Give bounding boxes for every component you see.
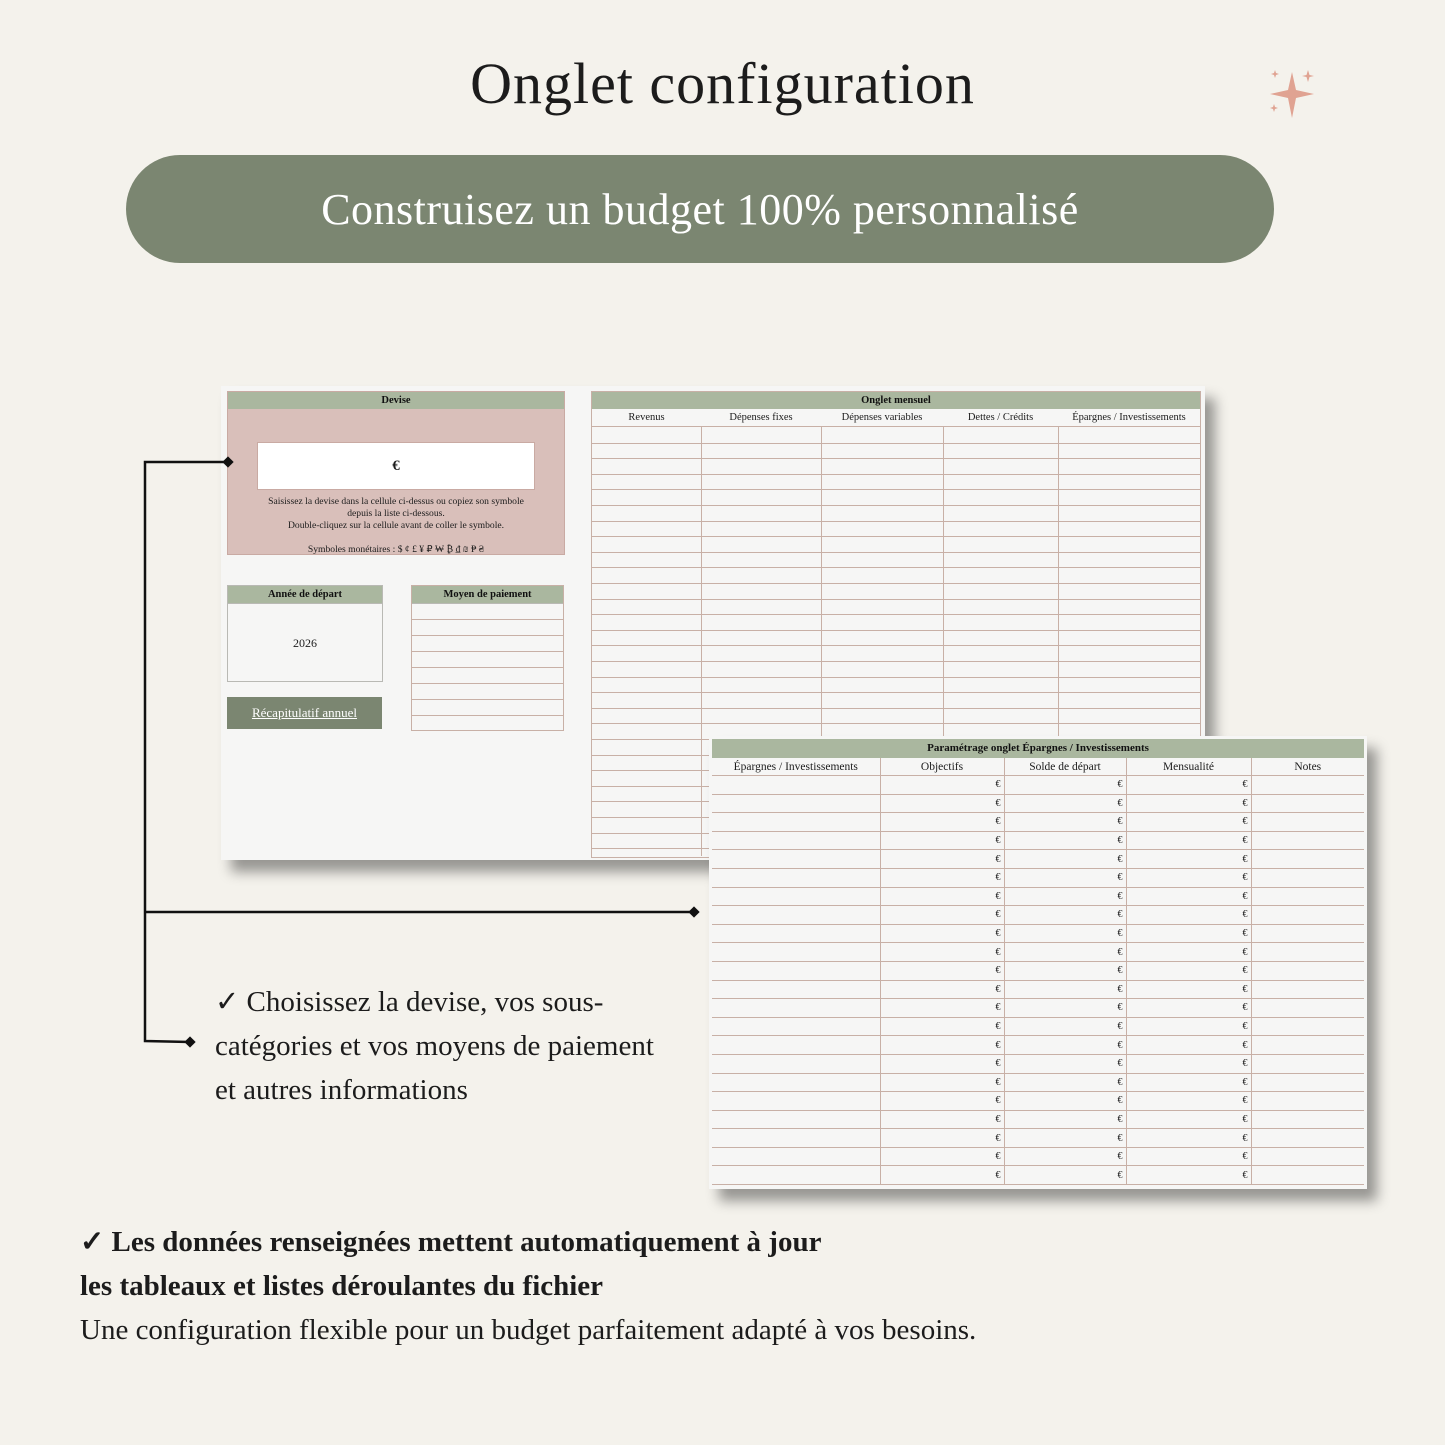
table-row bbox=[712, 887, 1364, 906]
savings-settings-header: Paramétrage onglet Épargnes / Investissements bbox=[712, 739, 1364, 758]
table-cell[interactable] bbox=[712, 1036, 880, 1055]
table-cell[interactable] bbox=[1251, 1147, 1364, 1166]
table-cell[interactable]: € bbox=[1126, 868, 1251, 887]
table-cell[interactable] bbox=[1251, 1054, 1364, 1073]
bottom-bold-line: les tableaux et listes déroulantes du fichier bbox=[80, 1270, 604, 1302]
grid-row-line bbox=[592, 708, 1200, 709]
table-cell[interactable]: € bbox=[880, 794, 1004, 813]
table-cell[interactable] bbox=[1251, 1129, 1364, 1148]
table-cell[interactable] bbox=[712, 1054, 880, 1073]
table-cell[interactable] bbox=[1251, 887, 1364, 906]
table-cell[interactable] bbox=[712, 1147, 880, 1166]
grid-row-line bbox=[592, 723, 1200, 724]
sparkle-icon bbox=[1262, 66, 1322, 122]
table-cell[interactable]: € bbox=[1004, 1036, 1126, 1055]
start-year-panel bbox=[227, 585, 383, 682]
table-row bbox=[712, 813, 1364, 832]
table-cell[interactable] bbox=[712, 831, 880, 850]
table-cell[interactable] bbox=[712, 999, 880, 1018]
table-row bbox=[712, 906, 1364, 925]
table-cell[interactable] bbox=[712, 961, 880, 980]
table-cell[interactable]: € bbox=[1004, 980, 1126, 999]
table-cell[interactable]: € bbox=[1126, 1092, 1251, 1111]
table-cell[interactable]: € bbox=[1126, 1073, 1251, 1092]
table-cell[interactable] bbox=[712, 1166, 880, 1185]
table-cell[interactable] bbox=[1251, 813, 1364, 832]
payment-method-row[interactable] bbox=[412, 684, 563, 700]
table-cell[interactable]: € bbox=[1126, 1017, 1251, 1036]
grid-row-line bbox=[592, 645, 1200, 646]
payment-method-row[interactable] bbox=[412, 636, 563, 652]
table-cell[interactable]: € bbox=[880, 831, 1004, 850]
table-cell[interactable]: € bbox=[880, 1092, 1004, 1111]
column-header: Épargnes / Investissements bbox=[1072, 412, 1186, 423]
table-cell[interactable]: € bbox=[880, 1017, 1004, 1036]
table-cell[interactable] bbox=[712, 1092, 880, 1111]
page-title: Onglet configuration bbox=[470, 51, 975, 116]
table-row bbox=[712, 999, 1364, 1018]
savings-settings-table bbox=[712, 758, 1364, 1185]
grid-row-line bbox=[592, 458, 1200, 459]
grid-row-line bbox=[592, 489, 1200, 490]
table-cell[interactable]: € bbox=[1004, 924, 1126, 943]
table-cell[interactable]: € bbox=[880, 887, 1004, 906]
table-cell[interactable]: € bbox=[1004, 813, 1126, 832]
monthly-tab-header: Onglet mensuel bbox=[592, 392, 1200, 409]
table-cell[interactable] bbox=[712, 980, 880, 999]
monthly-column-headers bbox=[592, 409, 1200, 427]
table-cell[interactable]: € bbox=[1126, 794, 1251, 813]
grid-row-line bbox=[592, 474, 1200, 475]
table-cell[interactable]: € bbox=[1126, 776, 1251, 795]
table-cell[interactable]: € bbox=[880, 999, 1004, 1018]
table-row bbox=[712, 868, 1364, 887]
table-cell[interactable] bbox=[712, 943, 880, 962]
grid-row-line bbox=[592, 614, 1200, 615]
table-row bbox=[712, 1054, 1364, 1073]
table-cell[interactable]: € bbox=[1126, 813, 1251, 832]
payment-method-row[interactable] bbox=[412, 668, 563, 684]
table-row bbox=[712, 776, 1364, 795]
table-cell[interactable] bbox=[712, 887, 880, 906]
table-cell[interactable] bbox=[712, 1017, 880, 1036]
grid-row-line bbox=[592, 505, 1200, 506]
payment-method-row[interactable] bbox=[412, 700, 563, 716]
table-cell[interactable]: € bbox=[1126, 887, 1251, 906]
table-cell[interactable] bbox=[1251, 868, 1364, 887]
column-header: Mensualité bbox=[1126, 758, 1251, 776]
table-cell[interactable] bbox=[712, 924, 880, 943]
grid-row-line bbox=[592, 677, 1200, 678]
table-cell[interactable]: € bbox=[1004, 850, 1126, 869]
devise-header: Devise bbox=[228, 392, 564, 409]
devise-help-line: depuis la liste ci-dessous. bbox=[347, 508, 445, 519]
column-header: Solde de départ bbox=[1004, 758, 1126, 776]
bottom-description bbox=[80, 1220, 1040, 1352]
table-row bbox=[712, 1166, 1364, 1185]
table-row bbox=[712, 1017, 1364, 1036]
table-row bbox=[712, 980, 1364, 999]
table-cell[interactable] bbox=[1251, 831, 1364, 850]
table-cell[interactable]: € bbox=[880, 961, 1004, 980]
table-cell[interactable] bbox=[1251, 924, 1364, 943]
table-cell[interactable]: € bbox=[1004, 1110, 1126, 1129]
start-year-value[interactable]: 2026 bbox=[293, 636, 317, 650]
table-cell[interactable] bbox=[712, 776, 880, 795]
grid-row-line bbox=[592, 661, 1200, 662]
table-cell[interactable]: € bbox=[1004, 1054, 1126, 1073]
grid-row-line bbox=[592, 692, 1200, 693]
annual-summary-button[interactable]: Récapitulatif annuel bbox=[227, 697, 382, 729]
table-cell[interactable]: € bbox=[1004, 906, 1126, 925]
table-cell[interactable] bbox=[712, 850, 880, 869]
table-cell[interactable] bbox=[1251, 1073, 1364, 1092]
table-row bbox=[712, 961, 1364, 980]
table-cell[interactable] bbox=[1251, 961, 1364, 980]
table-cell[interactable]: € bbox=[880, 1110, 1004, 1129]
table-row bbox=[712, 850, 1364, 869]
table-cell[interactable] bbox=[1251, 1017, 1364, 1036]
table-cell[interactable] bbox=[1251, 1036, 1364, 1055]
payment-method-row[interactable] bbox=[412, 620, 563, 636]
table-cell[interactable]: € bbox=[1126, 1129, 1251, 1148]
table-cell[interactable] bbox=[1251, 850, 1364, 869]
column-header: Revenus bbox=[628, 412, 665, 423]
subtitle-banner bbox=[126, 155, 1274, 263]
table-cell[interactable]: € bbox=[1126, 961, 1251, 980]
table-cell[interactable]: € bbox=[1126, 1036, 1251, 1055]
devise-help-line: Saisissez la devise dans la cellule ci-dessus ou copiez son symbole bbox=[268, 496, 524, 507]
table-cell[interactable]: € bbox=[1126, 924, 1251, 943]
table-cell[interactable]: € bbox=[1004, 887, 1126, 906]
table-cell[interactable] bbox=[712, 868, 880, 887]
grid-row-line bbox=[592, 536, 1200, 537]
subtitle-text: Construisez un budget 100% personnalisé bbox=[321, 184, 1079, 234]
table-row bbox=[712, 1147, 1364, 1166]
payment-method-panel bbox=[411, 585, 564, 731]
table-cell[interactable]: € bbox=[880, 1073, 1004, 1092]
table-cell[interactable]: € bbox=[1004, 794, 1126, 813]
table-cell[interactable] bbox=[712, 1110, 880, 1129]
table-cell[interactable]: € bbox=[1004, 1073, 1126, 1092]
grid-row-line bbox=[592, 567, 1200, 568]
table-cell[interactable]: € bbox=[1126, 999, 1251, 1018]
devise-panel bbox=[227, 391, 565, 555]
grid-row-line bbox=[592, 630, 1200, 631]
payment-method-header: Moyen de paiement bbox=[412, 586, 563, 604]
table-cell[interactable] bbox=[1251, 943, 1364, 962]
column-header: Épargnes / Investissements bbox=[712, 758, 880, 776]
payment-method-row[interactable] bbox=[412, 604, 563, 620]
table-cell[interactable]: € bbox=[1004, 961, 1126, 980]
grid-row-line bbox=[592, 521, 1200, 522]
table-cell[interactable]: € bbox=[1004, 1017, 1126, 1036]
table-cell[interactable] bbox=[1251, 794, 1364, 813]
table-cell[interactable]: € bbox=[880, 943, 1004, 962]
table-cell[interactable]: € bbox=[1004, 1147, 1126, 1166]
table-cell[interactable]: € bbox=[1004, 943, 1126, 962]
table-cell[interactable] bbox=[1251, 1166, 1364, 1185]
bottom-plain-text: Une configuration flexible pour un budget parfaitement adapté à vos besoins. bbox=[80, 1314, 977, 1346]
table-cell[interactable] bbox=[712, 1129, 880, 1148]
table-cell[interactable] bbox=[1251, 906, 1364, 925]
currency-symbols: Symboles monétaires : $ ¢ £ ¥ ₽ ₩ ₿ ₫ ₪ ₱ ₴ bbox=[307, 544, 485, 555]
table-cell[interactable] bbox=[712, 1073, 880, 1092]
column-header: Notes bbox=[1251, 758, 1364, 776]
table-cell[interactable]: € bbox=[1004, 868, 1126, 887]
table-cell[interactable]: € bbox=[880, 776, 1004, 795]
table-cell[interactable] bbox=[1251, 1092, 1364, 1111]
table-cell[interactable]: € bbox=[880, 1147, 1004, 1166]
table-row bbox=[712, 794, 1364, 813]
table-cell[interactable] bbox=[712, 813, 880, 832]
table-cell[interactable] bbox=[712, 794, 880, 813]
table-cell[interactable]: € bbox=[880, 868, 1004, 887]
devise-input-cell[interactable]: € bbox=[257, 442, 535, 490]
feature-description: ✓ Choisissez la devise, vos sous-catégories et vos moyens de paiement et autres informations bbox=[215, 986, 654, 1106]
table-cell[interactable]: € bbox=[1004, 776, 1126, 795]
grid-row-line bbox=[592, 552, 1200, 553]
table-cell[interactable] bbox=[1251, 980, 1364, 999]
table-cell[interactable]: € bbox=[1126, 906, 1251, 925]
table-cell[interactable] bbox=[712, 906, 880, 925]
table-row bbox=[712, 1092, 1364, 1111]
table-cell[interactable]: € bbox=[1004, 1166, 1126, 1185]
start-year-header: Année de départ bbox=[228, 586, 382, 604]
table-cell[interactable]: € bbox=[1126, 850, 1251, 869]
grid-column-line bbox=[701, 427, 702, 856]
devise-help-text bbox=[234, 496, 558, 532]
table-cell[interactable]: € bbox=[1126, 1147, 1251, 1166]
grid-row-line bbox=[592, 443, 1200, 444]
table-cell[interactable]: € bbox=[1126, 980, 1251, 999]
table-cell[interactable]: € bbox=[880, 813, 1004, 832]
table-cell[interactable]: € bbox=[880, 980, 1004, 999]
table-row bbox=[712, 1110, 1364, 1129]
column-header: Dettes / Crédits bbox=[967, 412, 1034, 423]
column-header: Dépenses variables bbox=[841, 412, 923, 423]
table-cell[interactable]: € bbox=[880, 1129, 1004, 1148]
table-cell[interactable]: € bbox=[1004, 999, 1126, 1018]
table-cell[interactable]: € bbox=[880, 1036, 1004, 1055]
table-cell[interactable]: € bbox=[1126, 1166, 1251, 1185]
table-cell[interactable]: € bbox=[1004, 1092, 1126, 1111]
bottom-bold-line: ✓ Les données renseignées mettent automatiquement à jour bbox=[80, 1226, 822, 1258]
table-cell[interactable]: € bbox=[1004, 831, 1126, 850]
column-header: Objectifs bbox=[880, 758, 1004, 776]
table-row bbox=[712, 924, 1364, 943]
table-cell[interactable]: € bbox=[880, 1054, 1004, 1073]
table-cell[interactable]: € bbox=[880, 924, 1004, 943]
table-cell[interactable]: € bbox=[1126, 831, 1251, 850]
payment-method-row[interactable] bbox=[412, 652, 563, 668]
grid-row-line bbox=[592, 599, 1200, 600]
table-cell[interactable]: € bbox=[880, 1166, 1004, 1185]
table-cell[interactable] bbox=[1251, 776, 1364, 795]
table-cell[interactable]: € bbox=[880, 906, 1004, 925]
table-cell[interactable]: € bbox=[1126, 1110, 1251, 1129]
table-cell[interactable]: € bbox=[1126, 943, 1251, 962]
table-row bbox=[712, 943, 1364, 962]
table-row bbox=[712, 1073, 1364, 1092]
table-row bbox=[712, 831, 1364, 850]
table-cell[interactable]: € bbox=[880, 850, 1004, 869]
table-cell[interactable]: € bbox=[1126, 1054, 1251, 1073]
table-row bbox=[712, 1036, 1364, 1055]
table-cell[interactable] bbox=[1251, 1110, 1364, 1129]
grid-row-line bbox=[592, 583, 1200, 584]
table-row bbox=[712, 1129, 1364, 1148]
table-cell[interactable]: € bbox=[1004, 1129, 1126, 1148]
table-cell[interactable] bbox=[1251, 999, 1364, 1018]
column-header: Dépenses fixes bbox=[729, 412, 793, 423]
devise-help-line: Double-cliquez sur la cellule avant de coller le symbole. bbox=[287, 520, 505, 531]
savings-settings-sheet-screenshot bbox=[709, 736, 1367, 1189]
